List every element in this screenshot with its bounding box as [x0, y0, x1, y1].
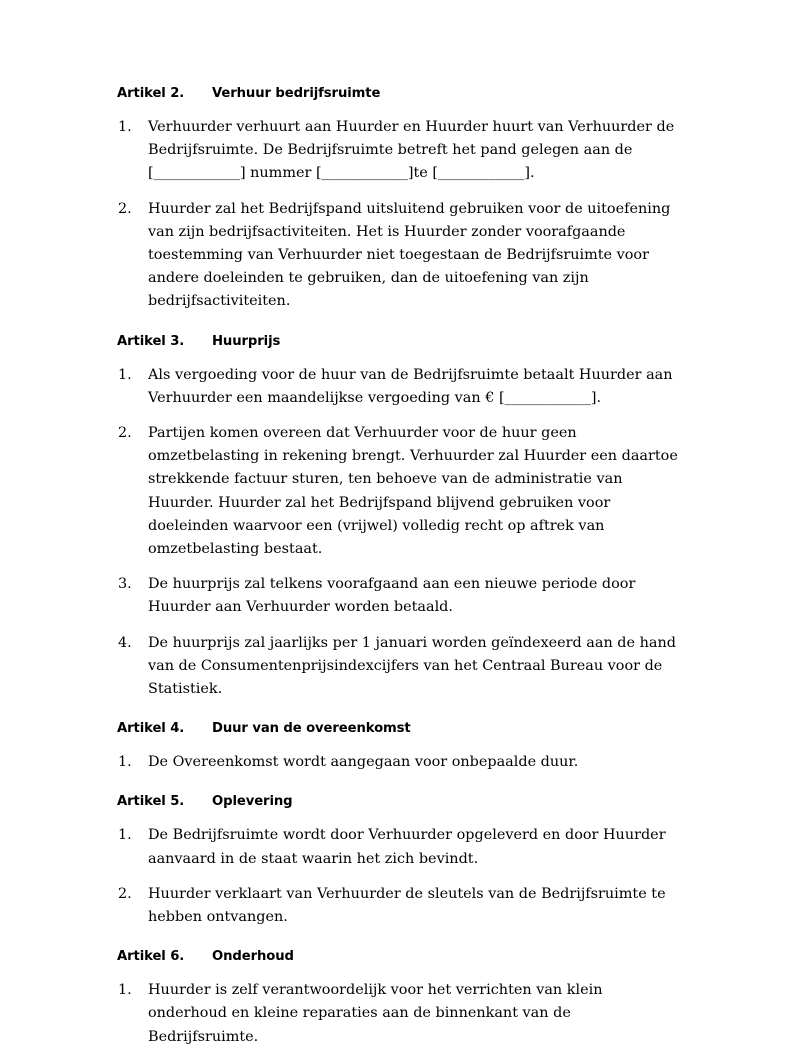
- clause-text: Verhuurder verhuurt aan Huurder en Huurder huurt van Verhuurder de Bedrijfsruimte. De Bedrijfsruimte betreft het pand gelegen aan de [____________] nummer [____________]te [____________].: [148, 119, 675, 182]
- clause-number: 3.: [118, 576, 132, 593]
- document-body: [117, 84, 683, 1049]
- article-section: [117, 332, 683, 702]
- clause-item: [117, 364, 683, 410]
- article-title: Duur van de overeenkomst: [212, 721, 411, 737]
- article-number: Artikel 5.: [117, 794, 185, 810]
- clause-text: De huurprijs zal telkens voorafgaand aan een nieuwe periode door Huurder aan Verhuurder worden betaald.: [148, 576, 636, 616]
- clause-item: [117, 573, 683, 619]
- clause-item: [117, 751, 683, 774]
- clause-text: Huurder zal het Bedrijfspand uitsluitend gebruiken voor de uitoefening van zijn bedrijfsactiviteiten. Het is Huurder zonder voorafgaande toestemming van Verhuurder niet toegestaan de Bedrijfsruimte voor andere doeleinden te gebruiken, dan de uitoefening van zijn bedrijfsactiviteiten.: [148, 200, 671, 310]
- clause-item: [117, 422, 683, 561]
- clause-number: 1.: [118, 754, 132, 771]
- article-number: Artikel 6.: [117, 949, 185, 965]
- clause-text: De Overeenkomst wordt aangegaan voor onbepaalde duur.: [148, 754, 579, 771]
- article-title: Huurprijs: [212, 333, 281, 349]
- article-section: [117, 84, 683, 314]
- article-heading: [117, 84, 683, 104]
- article-heading: [117, 947, 683, 967]
- clause-number: 1.: [118, 119, 132, 135]
- clause-item: [117, 883, 683, 929]
- clause-number: 1.: [118, 827, 132, 844]
- clause-text: Huurder verklaart van Verhuurder de sleutels van de Bedrijfsruimte te hebben ontvangen.: [148, 885, 666, 926]
- clause-text: De huurprijs zal jaarlijks per 1 januari worden geïndexeerd aan de hand van de Consumentenprijsindexcijfers van het Centraal Bureau voor de Statistiek.: [148, 634, 676, 698]
- article-heading: [117, 792, 683, 812]
- clause-text: Als vergoeding voor de huur van de Bedrijfsruimte betaalt Huurder aan Verhuurder een maandelijkse vergoeding van € [____________].: [148, 366, 673, 406]
- clause-item: [117, 979, 683, 1049]
- clause-item: [117, 632, 683, 702]
- article-title: Onderhoud: [212, 949, 294, 965]
- clause-item: [117, 116, 683, 186]
- clause-number: 1.: [118, 982, 132, 999]
- clause-number: 4.: [118, 634, 132, 651]
- clause-text: Partijen komen overeen dat Verhuurder voor de huur geen omzetbelasting in rekening brengt. Verhuurder zal Huurder een daartoe strekkende factuur sturen, ten behoeve van de administratie van Huurder. Huurder zal het Bedrijfspand blijvend gebruiken voor doeleinden waarvoor een (vrijwel) volledig recht op aftrek van omzetbelasting bestaat.: [148, 425, 678, 558]
- article-heading: [117, 332, 683, 352]
- clause-item: [117, 824, 683, 870]
- clause-text: De Bedrijfsruimte wordt door Verhuurder opgeleverd en door Huurder aanvaard in de staat waarin het zich bevindt.: [148, 827, 666, 867]
- clause-item: [117, 198, 683, 314]
- article-number: Artikel 3.: [117, 333, 185, 349]
- article-section: [117, 792, 683, 929]
- article-title: Oplevering: [212, 794, 293, 810]
- article-title: Verhuur bedrijfsruimte: [212, 86, 381, 101]
- clause-text: Huurder is zelf verantwoordelijk voor het verrichten van klein onderhoud en kleine reparaties aan de binnenkant van de Bedrijfsruimte.: [148, 982, 603, 1045]
- article-number: Artikel 4.: [117, 721, 185, 737]
- article-heading: [117, 719, 683, 739]
- article-section: [117, 719, 683, 774]
- clause-number: 2.: [118, 885, 132, 902]
- article-section: [117, 947, 683, 1049]
- article-number: Artikel 2.: [117, 86, 185, 101]
- clause-number: 2.: [118, 425, 132, 442]
- clause-number: 1.: [118, 366, 132, 383]
- clause-number: 2.: [118, 200, 132, 217]
